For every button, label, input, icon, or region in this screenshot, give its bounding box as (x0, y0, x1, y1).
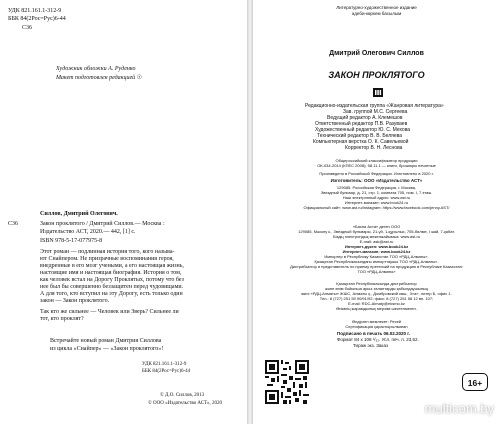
kz-line: «Баспа Аста» деген ООО (352, 224, 401, 229)
sign-line: Сертификация қарастырылмаған (345, 324, 408, 329)
author-mark: С36 (22, 25, 33, 31)
annotation-line: закон — Закон проклятого. (40, 298, 110, 304)
bbk-code: ББК 84(2Рос=Рус)6-44 (8, 16, 66, 22)
print-format: Формат 84 x 108 ¹/₃₂. Усл. печ. л. 23,52. (337, 337, 419, 342)
annotation-line: ют Снайпером. Не призрачные воспоминания героя, (40, 256, 174, 262)
annotation-line: Так кто же сильнее — Человек или Зверь? Сильнее ли (40, 309, 179, 315)
annotation (40, 249, 244, 323)
annotation-line: Этот роман — подлинная история того, кого называ- (40, 249, 175, 255)
kz-line: ТОО «РДЦ-Алматы» (357, 269, 396, 274)
meeting-line2: из цикла «Снайпер» — «Закон проклятого»! (50, 346, 164, 352)
production-note: Произведено в Российской Федерации. Изготовлено в 2020 г. (319, 171, 434, 176)
signed-to-print: Подписано в печать 06.02.2020 г. (337, 331, 410, 336)
address-line: Наш электронный адрес: www.ast.ru (342, 195, 411, 200)
udk-code: УДК 821.161.1-312-9 (8, 8, 62, 14)
credit-line: Редакционно-издательская группа «Жанровая литература» (305, 103, 444, 109)
annotation-line: тот, кто проклят? (40, 316, 84, 322)
address-line: Официальный сайт: www.ast.ru/instagram: https://www.facebook.com/jenny.AST/ (303, 205, 450, 210)
annotation-line: как человек встал на Дорогу Проклятых, потому что без (40, 277, 184, 283)
kz-line: Импортер в Республику Казахстан ТОО «РДЦ-Алматы». (324, 254, 429, 259)
classifier-line1: Общероссийский классификатор продукции (335, 158, 418, 163)
credit-line: Технический редактор В. В. Беляева (317, 133, 403, 139)
meeting-line1: Встречайте новый роман Дмитрия Силлова (50, 338, 162, 344)
annotation-line: настоящие имя и настоящая биография. История о том, (40, 270, 182, 276)
sign-line: Өндірген мемлекет: Ресей (351, 319, 402, 324)
left-page (0, 0, 247, 424)
manufacturer-address (253, 185, 500, 210)
publisher-logo-icon (373, 88, 383, 97)
bbk-code-bottom: ББК 84(2Рос=Рус)6-44 (142, 369, 191, 374)
credit-line: Корректор В. Н. Леснова (345, 145, 403, 151)
kz-line: E-mail: ask@ast.ru (359, 239, 394, 244)
author-name: Дмитрий Олегович Силлов (329, 50, 424, 57)
author-heading: Силлов, Дмитрий Олегович. (40, 211, 118, 217)
kz-line: Біздің электрондық мекенжайымыз: www.ast.ru (332, 234, 421, 239)
qr-code-icon (265, 360, 309, 404)
kz-publisher-block (253, 224, 500, 274)
kz2-line: Тел.: 8 (727) 251 59 90/91/92; факс: 8 (727) 251 58 12 вн. 107; (319, 296, 434, 301)
annotation-line: А для того, кто вступил на эту Дорогу, есть только один (40, 291, 183, 297)
catalog-title-line1: Закон проклятого / Дмитрий Силлов.— Москва : (40, 221, 165, 227)
credit-line: Ответственный редактор П.В. Разуваев (315, 121, 408, 127)
edition-type: Литературно-художественное издание (336, 5, 417, 10)
kz-line: Дистрибьютор и представитель по приему претензий на продукцию в Республике Казахстан: (290, 264, 463, 269)
annotation-line: внедренные в его мозг учеными, а его настоящая жизнь, (40, 263, 184, 269)
kz-line: Қазақстан Республикасындағы импорттаушы ТОО «РДЦ-Алматы». (314, 259, 439, 264)
credit-line: Художественный редактор Ю. С. Мехова (315, 127, 411, 133)
kz2-line: өкілі «РДЦ-Алматы» ЖШС, Алматы қ., Домбровский көш., 3«а», литер Б, офис 1. (301, 291, 452, 296)
age-rating-badge: 16+ (462, 373, 488, 391)
circulation: Тираж экз. Заказ (353, 343, 389, 348)
copyright-author: © Д.О. Силлов, 2013 (160, 393, 205, 398)
annotation-line: нее был бы совершенно беззащитен перед чудовищами. (40, 284, 184, 290)
kz2-line: Қазақстан Республикасында дистрибьютор (336, 281, 417, 286)
sign-block (253, 319, 500, 329)
kz-line: 129085, Мәскеу к., Звездный бульвары, 21-үй, 1-құрылыс, 705-бөлме, I жай, 7-қабат. (298, 229, 455, 234)
classifier-line2: ОК-034-2014 (КПЕС 2008); 58.11.1 — книги, брошюры печатные (317, 163, 436, 168)
manufacturer: Изготовитель: ООО «Издательство АСТ» (330, 178, 423, 183)
watermark: multicom.by (424, 401, 494, 416)
book-title: ЗАКОН ПРОКЛЯТОГО (328, 70, 425, 80)
copyright-publisher: © ООО «Издательство АСТ», 2020 (148, 401, 223, 406)
kz-line: Интернет-дүкен: www.book24.kz (344, 244, 409, 249)
address-line: 129085, Российская Федерация, г. Москва, (336, 185, 417, 190)
credit-line: Компьютерная верстка О. К. Савельевой (313, 139, 409, 145)
udk-code-bottom: УДК 821.161.1-312-9 (142, 362, 187, 367)
credit-line: Зав. группой М.С. Сергеева (343, 109, 408, 115)
kz-line: Интернет-магазин: www.book24.kz (342, 249, 411, 254)
address-line: Звездный бульвар, д. 21, стр. 1, комната 705, пом. I, 7 этаж. (320, 190, 433, 195)
isbn: ISBN 978-5-17-077975-8 (40, 238, 103, 244)
cover-artist-credit: Художник обложки А. Руденко (56, 66, 136, 72)
catalog-title-line2: Издательство АСТ, 2020.— 442, [1] с. (40, 229, 136, 235)
right-page (253, 0, 500, 424)
kz2-line: E-mail: RDC-Almaty@eksmo.kz (348, 301, 405, 306)
kz2-line: және өнім бойынша арыз-талаптарды қабылдаушының (324, 286, 429, 291)
credit-line: Ведущий редактор А. Клемешов (327, 115, 403, 121)
kz-distributor-block (253, 281, 500, 311)
editorial-mark-icon: ☉ (136, 75, 143, 81)
kz2-line: Өнімнің жарамдылық мерзімі шектелмеген. (336, 306, 417, 311)
edition-type-kz: әдеби-көркем басылым (351, 11, 402, 16)
layout-credit: Макет подготовлен редакцией ☉ (56, 75, 143, 81)
credits (305, 103, 497, 151)
address-line: Интернет-магазин: www.book24.ru (344, 200, 409, 205)
catalog-code: С36 (8, 221, 19, 227)
